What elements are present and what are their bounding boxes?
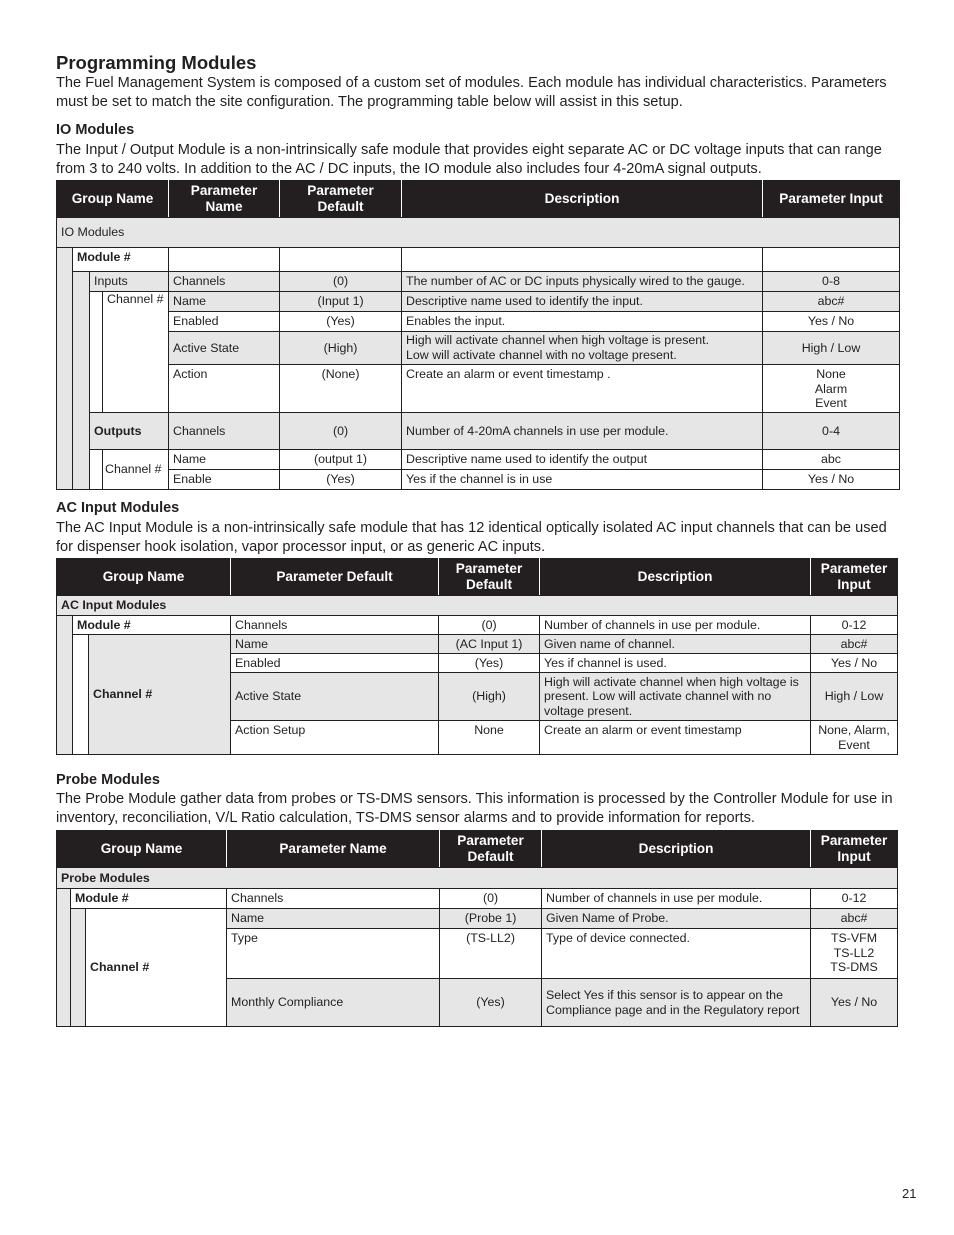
probe-module-channels-input: 0-12 — [811, 889, 898, 909]
io-outputs-channels-name: Channels — [169, 413, 280, 450]
io-out-row-enable: Enable — [169, 470, 280, 490]
probe-modules-table — [56, 830, 898, 1027]
probe-header-description: Description — [542, 831, 811, 868]
ac-row-enabled-default: (Yes) — [439, 654, 540, 673]
io-out-row-name: Name — [169, 450, 280, 470]
io-inputs-channels-input: 0-8 — [763, 272, 900, 292]
probe-row-monthly-compliance-desc: Select Yes if this sensor is to appear on the Compliance page and in the Regulatory report — [542, 979, 811, 1027]
ac-row-active-state: Active State — [231, 673, 439, 721]
io-inputs-channels-default: (0) — [280, 272, 402, 292]
io-row-name-default: (Input 1) — [280, 292, 402, 312]
ac-row-action-setup-default: None — [439, 721, 540, 755]
io-row-action: Action — [169, 365, 280, 413]
io-row-active-state-desc: High will activate channel when high voltage is present. Low will activate channel with no voltage present. — [402, 332, 763, 365]
io-row-name-desc: Descriptive name used to identify the input. — [402, 292, 763, 312]
io-header-group: Group Name — [57, 181, 169, 218]
probe-module-label: Module # — [71, 889, 227, 909]
ac-row-active-state-input: High / Low — [811, 673, 898, 721]
ac-modules-table — [56, 558, 898, 755]
io-section-text: The Input / Output Module is a non-intrinsically safe module that provides eight separate AC or DC voltage inputs that can range from 3 to 240 volts. In addition to the AC / DC inputs, the IO module also includes four 4-20mA signal outputs. — [56, 142, 882, 177]
ac-section-title: AC Input Modules — [56, 500, 180, 516]
io-header-description: Description — [402, 181, 763, 218]
io-row-enabled-default: (Yes) — [280, 312, 402, 332]
ac-header-description: Description — [540, 559, 811, 596]
probe-channel-label: Channel # — [86, 909, 227, 1027]
io-row-enabled-input: Yes / No — [763, 312, 900, 332]
probe-section-text: The Probe Module gather data from probes or TS-DMS sensors. This information is processed by the Controller Module for use in inventory, reconciliation, V/L Ratio calculation, TS-DMS sensor alarms and to provide information for reports. — [56, 791, 893, 826]
io-out-channel-label: Channel # — [103, 450, 169, 490]
ac-row-action-setup: Action Setup — [231, 721, 439, 755]
probe-header-param-input: Parameter Input — [811, 831, 898, 868]
probe-row-type-default: (TS-LL2) — [440, 929, 542, 979]
probe-header-group: Group Name — [57, 831, 227, 868]
io-row-enabled-desc: Enables the input. — [402, 312, 763, 332]
probe-module-channels-default: (0) — [440, 889, 542, 909]
probe-header-param-name: Parameter Name — [227, 831, 440, 868]
ac-row-enabled-input: Yes / No — [811, 654, 898, 673]
ac-row-enabled: Enabled — [231, 654, 439, 673]
ac-module-channels-default: (0) — [439, 616, 540, 635]
io-inputs-channels-name: Channels — [169, 272, 280, 292]
ac-row-active-state-desc: High will activate channel when high voltage is present. Low will activate channel with no voltage present. — [540, 673, 811, 721]
ac-header-group: Group Name — [57, 559, 231, 596]
ac-row-name-input: abc# — [811, 635, 898, 654]
io-modules-table — [56, 180, 900, 490]
ac-row-name-desc: Given name of channel. — [540, 635, 811, 654]
ac-row-enabled-desc: Yes if channel is used. — [540, 654, 811, 673]
probe-row-type-input: TS-VFM TS-LL2 TS-DMS — [811, 929, 898, 979]
io-group-row: IO Modules — [57, 218, 900, 248]
ac-module-channels-desc: Number of channels in use per module. — [540, 616, 811, 635]
ac-row-name-default: (AC Input 1) — [439, 635, 540, 654]
io-header-param-default: Parameter Default — [280, 181, 402, 218]
ac-section-text: The AC Input Module is a non-intrinsically safe module that has 12 identical optically isolated AC input channels that can be used for dispenser hook isolation, vapor processor input, or as generic AC inputs. — [56, 520, 887, 555]
io-row-action-desc: Create an alarm or event timestamp . — [402, 365, 763, 413]
ac-row-action-setup-desc: Create an alarm or event timestamp — [540, 721, 811, 755]
probe-row-monthly-compliance-default: (Yes) — [440, 979, 542, 1027]
io-out-row-name-desc: Descriptive name used to identify the output — [402, 450, 763, 470]
io-row-action-default: (None) — [280, 365, 402, 413]
io-row-enabled: Enabled — [169, 312, 280, 332]
probe-row-name-desc: Given Name of Probe. — [542, 909, 811, 929]
intro-text: The Fuel Management System is composed of a custom set of modules. Each module has individual characteristics. Parameters must be set to match the site configuration. The programming table below will assist in this setup. — [56, 75, 887, 110]
ac-header-param-default-a: Parameter Default — [231, 559, 439, 596]
probe-section-title: Probe Modules — [56, 772, 160, 788]
io-outputs-channels-input: 0-4 — [763, 413, 900, 450]
page-number: 21 — [902, 1186, 917, 1201]
probe-module-channels-desc: Number of channels in use per module. — [542, 889, 811, 909]
io-row-action-input: None Alarm Event — [763, 365, 900, 413]
probe-row-type-desc: Type of device connected. — [542, 929, 811, 979]
io-row-active-state-input: High / Low — [763, 332, 900, 365]
probe-header-param-default: Parameter Default — [440, 831, 542, 868]
ac-module-channels-name: Channels — [231, 616, 439, 635]
probe-row-name-input: abc# — [811, 909, 898, 929]
io-inputs-channels-desc: The number of AC or DC inputs physically wired to the gauge. — [402, 272, 763, 292]
probe-row-name-default: (Probe 1) — [440, 909, 542, 929]
io-out-row-name-input: abc — [763, 450, 900, 470]
probe-row-monthly-compliance: Monthly Compliance — [227, 979, 440, 1027]
ac-row-action-setup-input: None, Alarm, Event — [811, 721, 898, 755]
io-row-active-state-default: (High) — [280, 332, 402, 365]
probe-row-name: Name — [227, 909, 440, 929]
io-out-row-enable-desc: Yes if the channel is in use — [402, 470, 763, 490]
io-header-param-name: Parameter Name — [169, 181, 280, 218]
io-row-name: Name — [169, 292, 280, 312]
io-outputs-channels-desc: Number of 4-20mA channels in use per module. — [402, 413, 763, 450]
io-out-row-enable-input: Yes / No — [763, 470, 900, 490]
ac-group-row: AC Input Modules — [57, 596, 898, 616]
io-row-name-input: abc# — [763, 292, 900, 312]
io-outputs-channels-default: (0) — [280, 413, 402, 450]
io-module-label: Module # — [73, 248, 169, 272]
probe-module-channels-name: Channels — [227, 889, 440, 909]
ac-channel-label: Channel # — [89, 635, 231, 755]
probe-row-monthly-compliance-input: Yes / No — [811, 979, 898, 1027]
ac-row-name: Name — [231, 635, 439, 654]
ac-module-label: Module # — [73, 616, 231, 635]
io-header-param-input: Parameter Input — [763, 181, 900, 218]
io-row-active-state: Active State — [169, 332, 280, 365]
probe-group-row: Probe Modules — [57, 868, 898, 889]
io-section-title: IO Modules — [56, 122, 135, 138]
io-inputs-label: Inputs — [90, 272, 169, 292]
ac-row-active-state-default: (High) — [439, 673, 540, 721]
io-outputs-label: Outputs — [90, 413, 169, 450]
io-out-row-enable-default: (Yes) — [280, 470, 402, 490]
page-title: Programming Modules — [56, 52, 257, 73]
ac-header-param-default-b: Parameter Default — [439, 559, 540, 596]
ac-header-param-input: Parameter Input — [811, 559, 898, 596]
ac-module-channels-input: 0-12 — [811, 616, 898, 635]
probe-row-type: Type — [227, 929, 440, 979]
io-out-row-name-default: (output 1) — [280, 450, 402, 470]
io-channel-label: Channel # — [103, 292, 169, 413]
